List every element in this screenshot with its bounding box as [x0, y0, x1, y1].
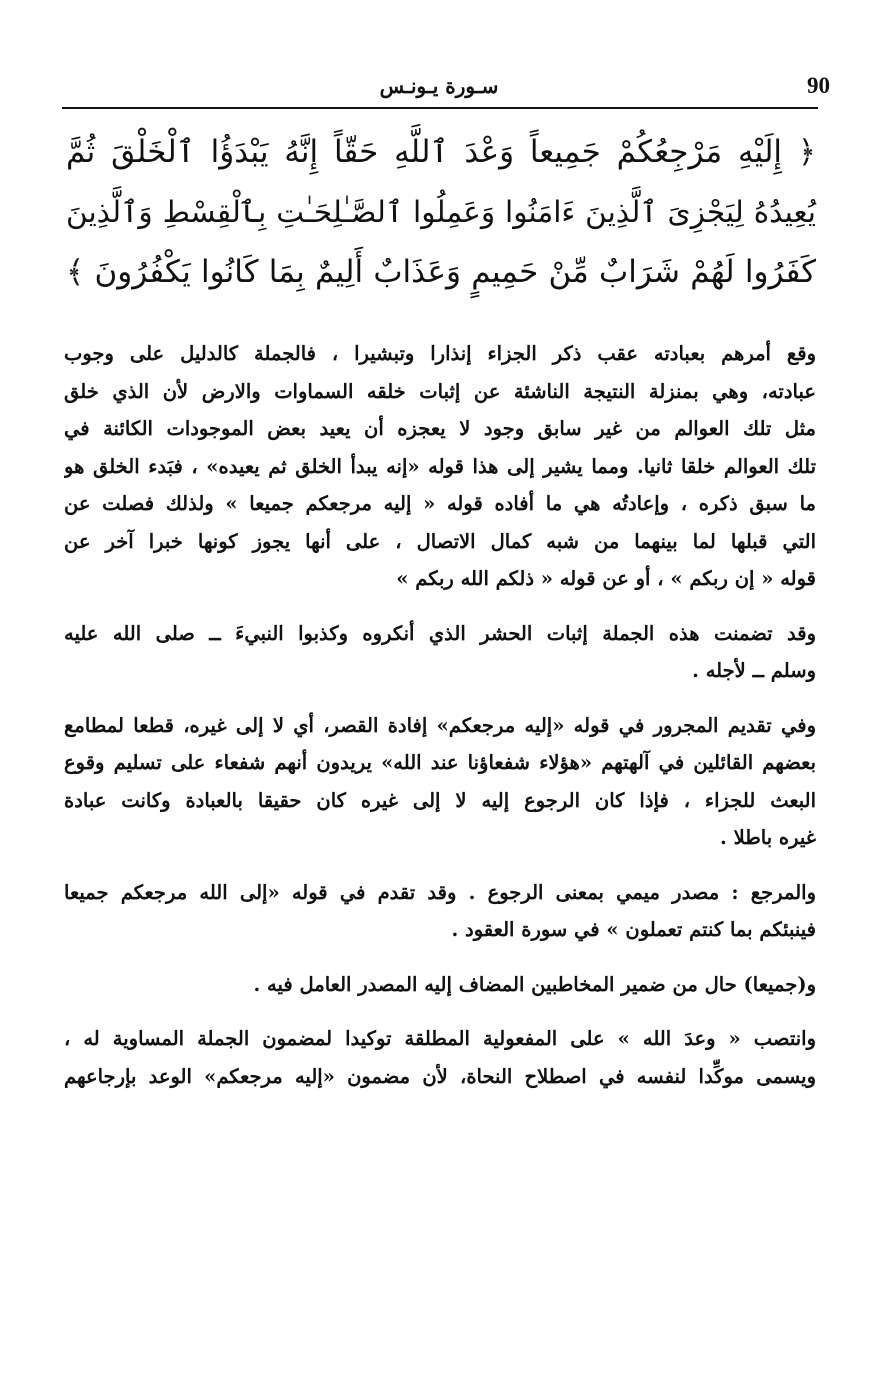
- paragraph-gap: [64, 857, 816, 874]
- page-number: 90: [807, 73, 830, 98]
- text-line: فينبئكم بما كنتم تعملون » في سورة العقود .: [451, 918, 816, 941]
- text-line: مثل تلك العوالم من غير سابق وجود لا يعجزه أن يعيد بعض الموجودات الكائنة في: [64, 417, 816, 440]
- text-line: و(جميعا) حال من ضمير المخاطبين المضاف إليه المصدر العامل فيه .: [253, 972, 816, 996]
- verse-line: يُعِيدُهُ لِيَجْزِىَ ٱلَّذِينَ ءَامَنُوا وَعَمِلُوا ٱلصَّـٰلِحَـٰتِ بِٱلْقِسْطِ وَٱلَّذِينَ: [66, 195, 816, 229]
- header-divider: [62, 107, 818, 109]
- paragraph: [64, 966, 816, 1004]
- quran-verse: [66, 122, 816, 302]
- paragraph-gap: [64, 690, 816, 707]
- text-line: والمرجع : مصدر ميمي بمعنى الرجوع . وقد تقدم في قوله «إلى الله مرجعكم جميعا: [64, 880, 816, 904]
- text-line: التي قبلها لما بينهما من شبه كمال الاتصال ، على أنها يجوز كونها خبرا آخر عن: [64, 529, 816, 553]
- paragraph: [64, 335, 816, 598]
- text-line: ويسمى موكِّدا لنفسه في اصطلاح النحاة، لأن مضمون «إليه مرجعكم» الوعد بإرجاعهم: [64, 1064, 816, 1088]
- paragraph: [64, 615, 816, 690]
- text-line: وفي تقديم المجرور في قوله «إليه مرجعكم» إفادة القصر، أي لا إلى غيره، قطعا لمطامع: [64, 713, 816, 737]
- text-line: وانتصب « وعدَ الله » على المفعولية المطلقة توكيدا لمضمون الجملة المساوية له ،: [64, 1027, 816, 1050]
- text-line: غيره باطلا .: [720, 826, 816, 849]
- verse-line: ﴿ إِلَيْهِ مَرْجِعُكُمْ جَمِيعاً وَعْدَ ٱللَّهِ حَقّاً إِنَّهُ يَبْدَؤُا ٱلْخَلْقَ ثُمَّ: [66, 134, 816, 170]
- paragraph: [64, 707, 816, 857]
- text-line: وقع أمرهم بعبادته عقب ذكر الجزاء إنذارا وتبشيرا ، فالجملة كالدليل على وجوب: [64, 342, 816, 365]
- text-line: قوله « إن ربكم » ، أو عن قوله « ذلكم الله ربكم »: [396, 567, 816, 590]
- paragraph-gap: [64, 1003, 816, 1020]
- text-line: وقد تضمنت هذه الجملة إثبات الحشر الذي أنكروه وكذبوا النبيءَ ــ صلى الله عليه: [64, 621, 816, 645]
- verse-line: كَفَرُوا لَهُمْ شَرَابٌ مِّنْ حَمِيمٍ وَعَذَابٌ أَلِيمٌ بِمَا كَانُوا يَكْفُرُونَ ﴾: [66, 254, 816, 290]
- text-line: بعضهم القائلين في آلهتهم «هؤلاء شفعاؤنا عند الله» يريدون أنهم شفعاء على تسليم وقوع: [64, 751, 816, 774]
- paragraph-gap: [64, 598, 816, 615]
- text-line: ما سبق ذكره ، وإعادتُه هي ما أفاده قوله « إليه مرجعكم جميعا » ولذلك فصلت عن: [64, 492, 816, 515]
- commentary-text: [64, 333, 816, 1095]
- paragraph-gap: [64, 949, 816, 966]
- text-line: عبادته، وهي بمنزلة النتيجة الناشئة عن إثبات خلقه السماوات والارض لأن الذي خلق: [64, 379, 816, 403]
- paragraph: [64, 1020, 816, 1095]
- text-line: البعث للجزاء ، فإذا كان الرجوع إليه لا إلى غيره كان حقيقا بالعبادة وكانت عبادة: [64, 788, 816, 812]
- text-line: تلك العوالم خلقا ثانيا. ومما يشير إلى هذا قوله «إنه يبدأ الخلق ثم يعيده» ، فبَدء الخلق هو: [64, 454, 816, 478]
- text-line: وسلم ــ لأجله .: [692, 659, 816, 682]
- paragraph: [64, 874, 816, 949]
- page-header: [62, 70, 830, 104]
- surah-title: سـورة يـونـس: [379, 74, 499, 98]
